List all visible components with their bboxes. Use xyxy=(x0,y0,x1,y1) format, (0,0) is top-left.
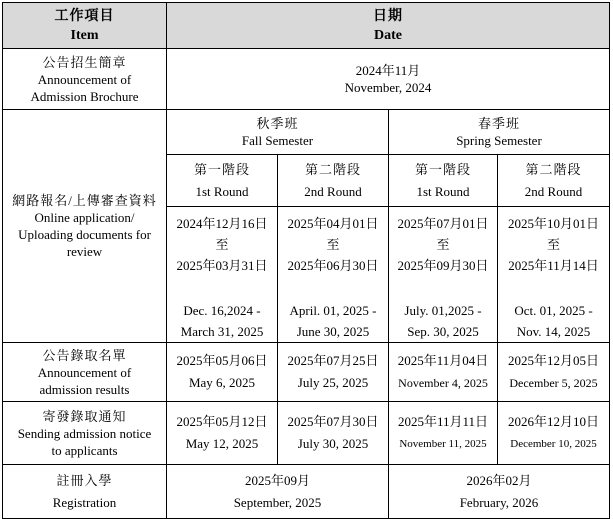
notice-date-zh: 2025年05月12日 xyxy=(176,414,268,429)
notice-date-en: July 30, 2025 xyxy=(297,436,369,451)
period-to: 至 xyxy=(546,237,560,252)
schedule-table xyxy=(2,2,610,519)
period-end-zh: 2025年11月14日 xyxy=(508,258,599,273)
online-period-cell xyxy=(167,207,278,343)
registration-spring-zh: 2026年02月 xyxy=(466,472,532,488)
results-date-cell xyxy=(167,343,278,402)
results-date-en: December 5, 2025 xyxy=(509,376,598,390)
notice-en-1: Sending admission notice xyxy=(17,425,152,441)
period-end-zh: 2025年03月31日 xyxy=(176,258,268,273)
brochure-date-en: November, 2024 xyxy=(344,80,432,95)
period-en-2: Sep. 30, 2025 xyxy=(407,324,479,339)
notice-date-zh: 2026年12月10日 xyxy=(507,414,599,429)
round-en: 1st Round xyxy=(195,183,249,199)
results-date-cell xyxy=(278,343,389,402)
results-date-en: May 6, 2025 xyxy=(188,375,256,390)
results-date-cell xyxy=(389,343,498,402)
brochure-zh: 公告招生簡章 xyxy=(42,54,127,70)
notice-item-cell xyxy=(3,402,167,465)
registration-fall-en: September, 2025 xyxy=(233,494,322,510)
notice-date-cell xyxy=(167,402,278,465)
notice-date-zh: 2025年11月11日 xyxy=(397,414,489,429)
results-en-2: admission results xyxy=(39,381,130,397)
period-en-1: Oct. 01, 2025 - xyxy=(514,303,593,318)
online-period-cell xyxy=(389,207,498,343)
registration-fall-zh: 2025年09月 xyxy=(244,472,310,488)
results-date-en: November 4, 2025 xyxy=(398,376,488,390)
period-en-2: March 31, 2025 xyxy=(180,324,264,339)
period-en-1: April. 01, 2025 - xyxy=(289,303,377,318)
notice-zh: 寄發錄取通知 xyxy=(42,408,127,424)
results-date-zh: 2025年12月05日 xyxy=(507,353,599,368)
online-en-3: review xyxy=(66,244,103,259)
period-start-zh: 2025年07月01日 xyxy=(397,216,489,231)
notice-en-2: to applicants xyxy=(51,442,118,458)
spring-semester-zh: 春季班 xyxy=(477,116,520,131)
period-end-zh: 2025年09月30日 xyxy=(397,258,489,273)
notice-date-en: December 10, 2025 xyxy=(510,438,597,450)
registration-zh: 註冊入學 xyxy=(56,472,113,488)
header-item-zh: 工作項目 xyxy=(54,8,115,24)
header-date-cell xyxy=(167,3,610,49)
online-period-cell xyxy=(498,207,610,343)
round-en: 1st Round xyxy=(416,183,470,199)
online-item-cell xyxy=(3,110,167,343)
round-en: 2nd Round xyxy=(304,183,362,199)
fall-semester-zh: 秋季班 xyxy=(256,116,299,131)
header-date-en: Date xyxy=(374,27,402,43)
results-date-en: July 25, 2025 xyxy=(297,375,369,390)
round-cell xyxy=(498,155,610,207)
notice-date-en: May 12, 2025 xyxy=(185,436,259,451)
fall-semester-en: Fall Semester xyxy=(241,133,314,148)
brochure-en-2: Admission Brochure xyxy=(30,88,139,104)
spring-semester-en: Spring Semester xyxy=(456,133,542,148)
round-cell xyxy=(278,155,389,207)
results-date-zh: 2025年05月06日 xyxy=(176,353,268,368)
period-end-zh: 2025年06月30日 xyxy=(287,258,379,273)
notice-date-en: November 11, 2025 xyxy=(399,438,487,450)
period-en-2: Nov. 14, 2025 xyxy=(516,324,591,339)
results-item-cell xyxy=(3,343,167,402)
results-date-zh: 2025年11月04日 xyxy=(397,353,489,368)
registration-item-cell xyxy=(3,465,167,519)
period-en-1: Dec. 16,2024 - xyxy=(183,303,261,318)
round-en: 2nd Round xyxy=(524,183,583,199)
header-item-cell xyxy=(3,3,167,49)
spring-semester-cell xyxy=(389,110,610,155)
registration-fall-cell xyxy=(167,465,389,519)
registration-spring-cell xyxy=(389,465,610,519)
brochure-en-1: Announcement of xyxy=(37,71,132,87)
results-zh: 公告錄取名單 xyxy=(42,347,127,363)
period-to: 至 xyxy=(215,237,229,252)
period-en-1: July. 01,2025 - xyxy=(404,303,482,318)
notice-date-cell xyxy=(389,402,498,465)
notice-date-cell xyxy=(278,402,389,465)
brochure-date-cell xyxy=(167,49,610,110)
notice-date-zh: 2025年07月30日 xyxy=(287,414,379,429)
registration-spring-en: February, 2026 xyxy=(459,494,539,510)
fall-semester-cell xyxy=(167,110,389,155)
brochure-date-zh: 2024年11月 xyxy=(355,63,421,78)
header-date-zh: 日期 xyxy=(373,8,403,24)
round-cell xyxy=(167,155,278,207)
period-start-zh: 2025年10月01日 xyxy=(507,216,599,231)
results-en-1: Announcement of xyxy=(37,364,132,380)
online-zh: 網路報名/上傳審查資料 xyxy=(12,193,157,208)
round-zh: 第二階段 xyxy=(525,161,582,177)
round-zh: 第一階段 xyxy=(414,161,471,177)
period-to: 至 xyxy=(326,237,340,252)
results-date-zh: 2025年07月25日 xyxy=(287,353,379,368)
brochure-item-cell xyxy=(3,49,167,110)
online-period-cell xyxy=(278,207,389,343)
period-en-2: June 30, 2025 xyxy=(296,324,370,339)
notice-date-cell xyxy=(498,402,610,465)
period-start-zh: 2025年04月01日 xyxy=(287,216,379,231)
round-zh: 第一階段 xyxy=(193,161,250,177)
registration-en: Registration xyxy=(52,494,117,510)
period-to: 至 xyxy=(436,237,450,252)
period-start-zh: 2024年12月16日 xyxy=(176,216,268,231)
results-date-cell xyxy=(498,343,610,402)
header-item-en: Item xyxy=(70,27,99,43)
online-en-2: Uploading documents for xyxy=(18,227,151,242)
round-zh: 第二階段 xyxy=(304,161,361,177)
online-en-1: Online application/ xyxy=(34,210,135,225)
round-cell xyxy=(389,155,498,207)
